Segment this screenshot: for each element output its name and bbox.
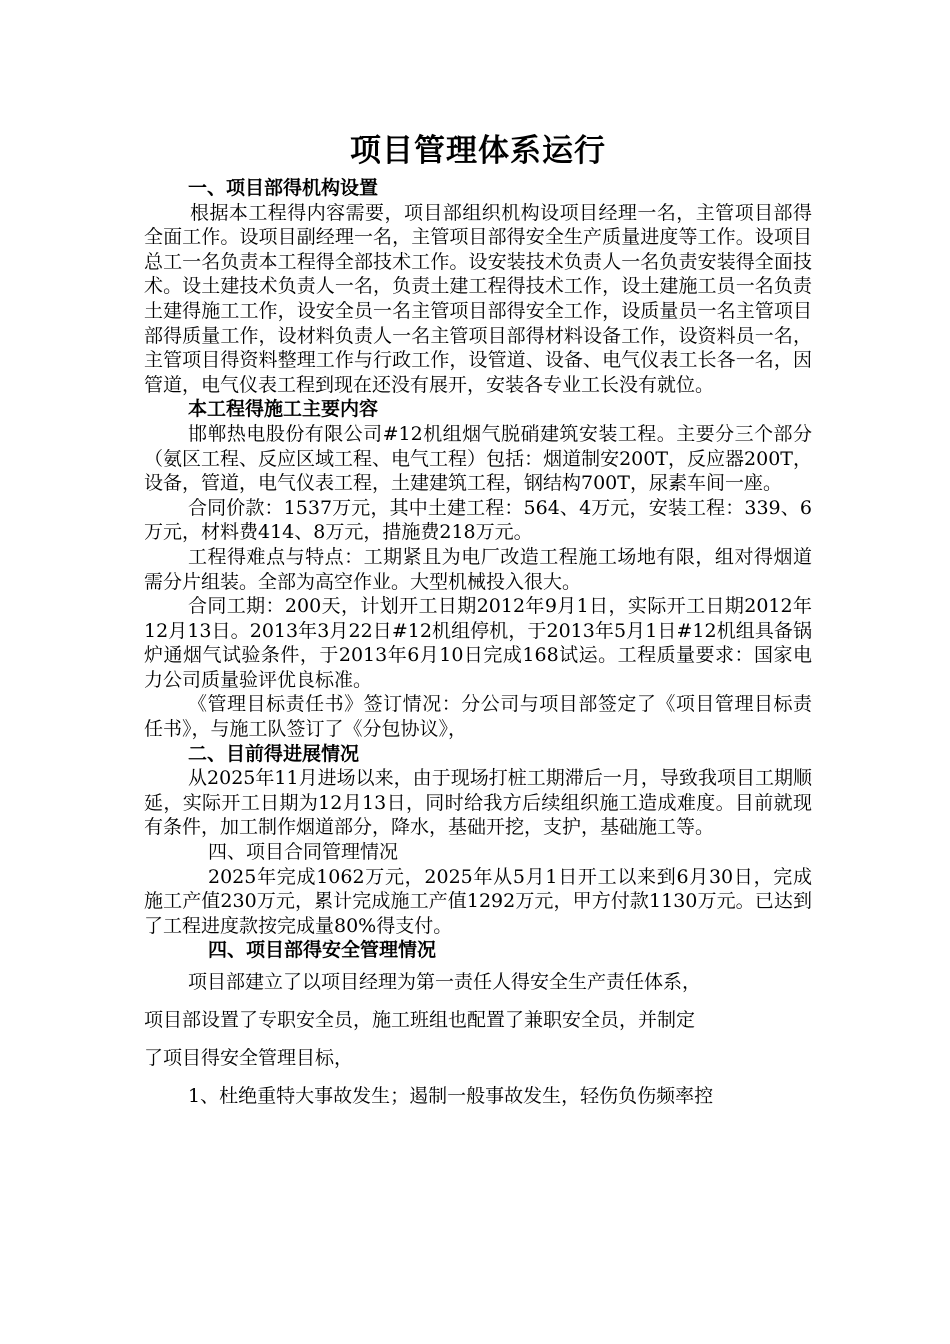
- document-title: 项目管理体系运行: [350, 133, 606, 169]
- paragraph-contract-duration: 合同工期：200天，计划开工日期2012年9月1日，实际开工日期2012年12月13日。2013年3月22日#12机组停机，于2013年5月1日#12机组具备锅炉通烟气试验条件，于2013年6月10日完成168试运。工程质量要求：国家电力公司质量验评优良标准。: [144, 595, 812, 691]
- paragraph-project-scope: 邯郸热电股份有限公司#12机组烟气脱硝建筑安装工程。主要分三个部分（氨区工程、反应区域工程、电气工程）包括：烟道制安200T，反应器200T，设备，管道，电气仪表工程，土建建筑工程，钢结构700T，尿素车间一座。: [144, 422, 812, 495]
- paragraph-difficulties: 工程得难点与特点：工期紧且为电厂改造工程施工场地有限，组对得烟道需分片组装。全部为高空作业。大型机械投入很大。: [144, 545, 812, 593]
- paragraph-contract-price: 合同价款：1537万元，其中土建工程：564、4万元，安装工程：339、6万元，材料费414、8万元，措施费218万元。: [144, 496, 812, 544]
- paragraph-safety-goal: 了项目得安全管理目标，: [144, 1047, 354, 1069]
- paragraph-contract-management: 2025年完成1062万元，2025年从5月1日开工以来到6月30日，完成施工产值230万元，累计完成施工产值1292万元，甲方付款1130万元。已达到了工程进度款按完成量80%得支付。: [144, 865, 812, 937]
- section-heading-contract-management: 四、项目合同管理情况: [208, 841, 399, 864]
- paragraph-responsibility-letter: 《管理目标责任书》签订情况：分公司与项目部签定了《项目管理目标责任书》，与施工队签订了《分包协议》，: [144, 693, 812, 741]
- paragraph-progress: 从2025年11月进场以来，由于现场打桩工期滞后一月，导致我项目工期顺延，实际开工日期为12月13日，同时给我方后续组织施工造成难度。目前就现有条件，加工制作烟道部分，降水，基础开挖，支护，基础施工等。: [144, 767, 812, 839]
- section-heading-progress: 二、目前得进展情况: [188, 742, 360, 765]
- paragraph-safety-staff: 项目部设置了专职安全员，施工班组也配置了兼职安全员，并制定: [144, 1009, 696, 1031]
- section-heading-main-content: 本工程得施工主要内容: [188, 398, 379, 421]
- section-heading-org-setup: 一、项目部得机构设置: [188, 177, 379, 199]
- paragraph-safety-item-1: 1、杜绝重特大事故发生；遏制一般事故发生，轻伤负伤频率控: [188, 1085, 714, 1107]
- paragraph-safety-system: 项目部建立了以项目经理为第一责任人得安全生产责任体系，: [188, 971, 702, 993]
- section-heading-safety-management: 四、项目部得安全管理情况: [208, 939, 437, 962]
- paragraph-org-setup: 根据本工程得内容需要，项目部组织机构设项目经理一名，主管项目部得全面工作。设项目副经理一名，主管项目部得安全生产质量进度等工作。设项目总工一名负责本工程得全部技术工作。设安装技术负责人一名负责安装得全面技术。设土建技术负责人一名，负责土建工程得技术工作，设土建施工员一名负责土建得施工工作，设安全员一名主管项目部得安全工作，设质量员一名主管项目部得质量工作，设材料负责人一名主管项目部得材料设备工作，设资料员一名，主管项目得资料整理工作与行政工作，设管道、设备、电气仪表工长各一名，因管道，电气仪表工程到现在还没有展开，安装各专业工长没有就位。: [144, 201, 812, 396]
- document-page: [144, 128, 812, 1115]
